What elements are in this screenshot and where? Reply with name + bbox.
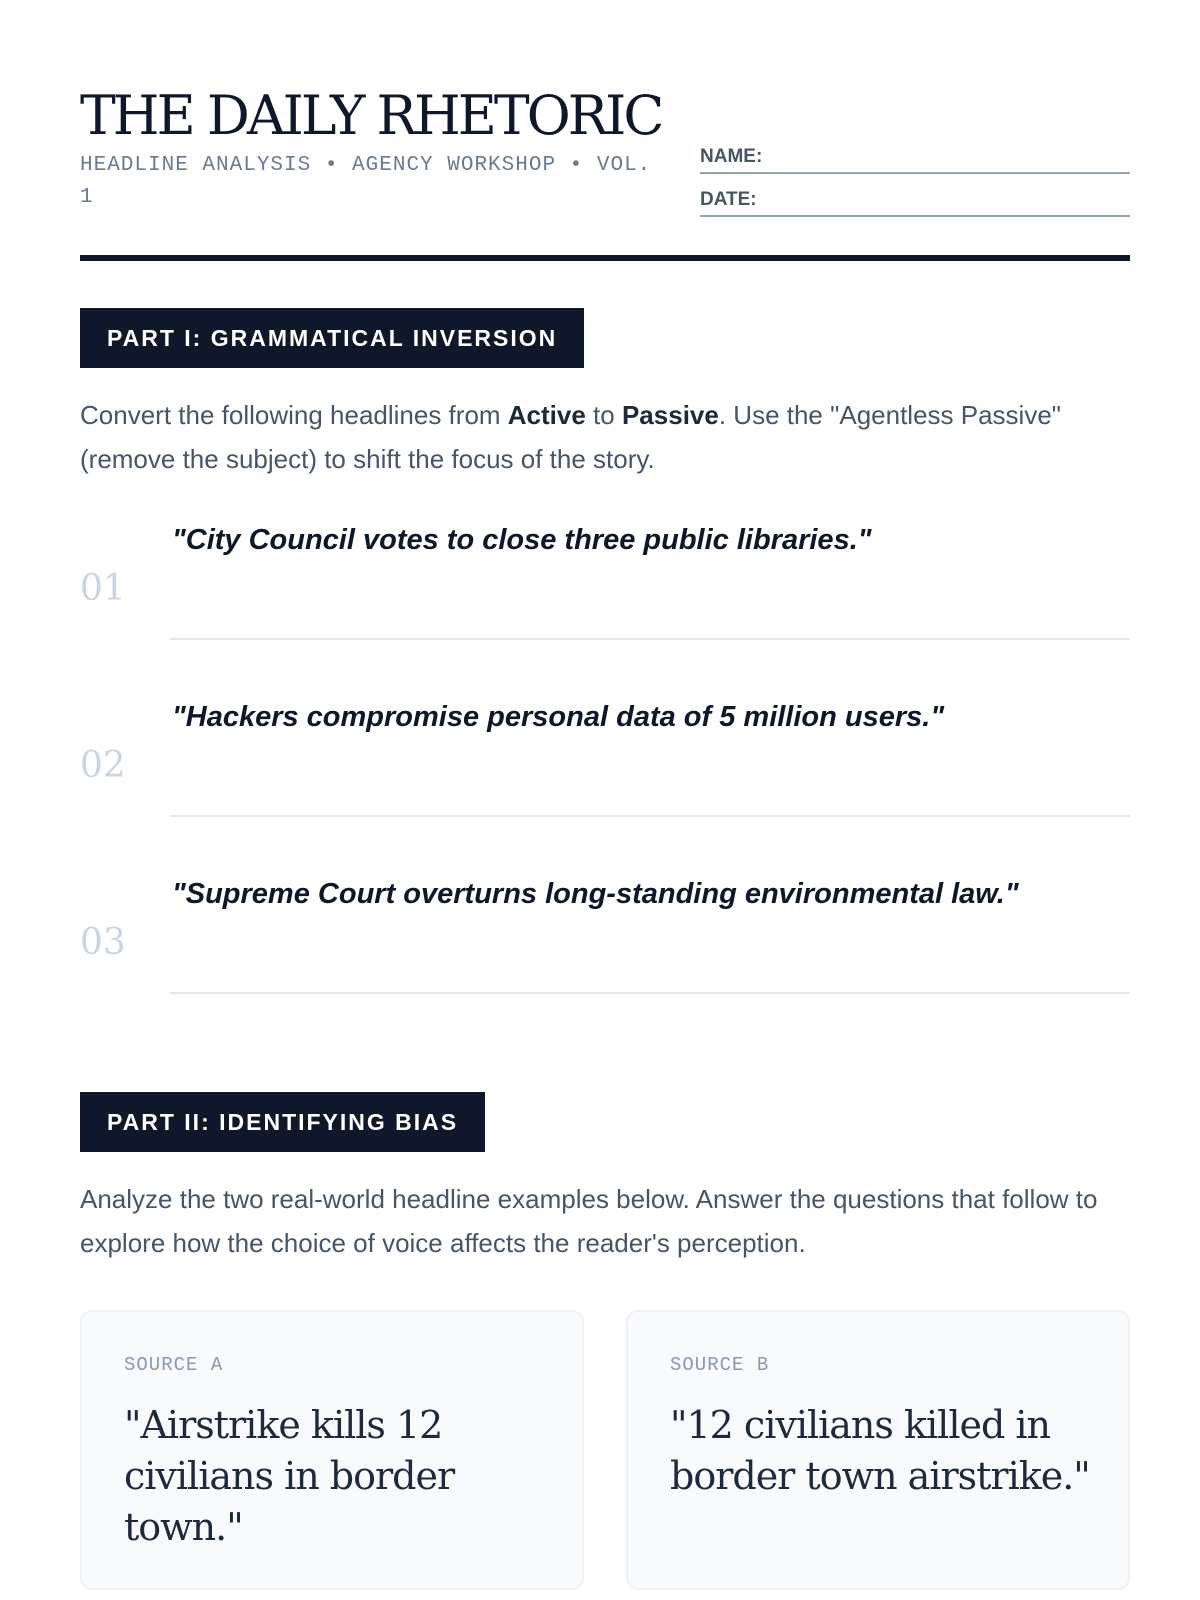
exercise-2 [80,697,1130,842]
part-2-instructions: Analyze the two real-world headline examples below. Answer the questions that follow to explore how the choice of voice affects the reader's perception. [80,1184,1098,1258]
part-1-heading: PART I: GRAMMATICAL INVERSION [80,308,584,368]
part-2-heading: PART II: IDENTIFYING BIAS [80,1092,485,1152]
answer-line[interactable] [170,815,1130,817]
source-quote: "12 civilians killed in border town airstrike." [670,1403,1090,1498]
exercise-headline: "City Council votes to close three public libraries." [172,524,872,556]
source-card-a [80,1310,584,1590]
student-fields [700,144,1130,230]
exercise-headline: "Supreme Court overturns long-standing environmental law." [172,878,1019,910]
instructions-text: Convert the following headlines from [80,400,508,430]
source-quote: "Airstrike kills 12 civilians in border town." [124,1403,455,1549]
page-subtitle: HEADLINE ANALYSIS • AGENCY WORKSHOP • VOL. 1 [80,154,652,209]
exercise-number: 01 [80,568,126,609]
page-title: THE DAILY RHETORIC [80,84,662,147]
exercise-headline: "Hackers compromise personal data of 5 million users." [172,701,945,733]
instructions-text: . Use the "Agentless Passive" (remove the subject) to shift the focus of the story. [80,400,1062,474]
source-label: SOURCE B [670,1354,770,1376]
answer-line[interactable] [170,992,1130,994]
name-field[interactable] [700,144,1130,174]
instructions-passive-term: Passive [621,400,719,430]
exercise-3 [80,874,1130,1019]
source-card-b [626,1310,1130,1590]
name-label: NAME: [700,146,763,167]
exercise-number: 02 [80,745,126,786]
source-label: SOURCE A [124,1354,224,1376]
answer-line[interactable] [170,638,1130,640]
date-field[interactable] [700,187,1130,217]
part-1-instructions [80,393,1140,481]
exercise-number: 03 [80,922,126,963]
instructions-active-term: Active [507,400,586,430]
instructions-text: to [585,400,622,430]
date-label: DATE: [700,189,757,210]
exercise-1 [80,520,1130,665]
header-divider [80,255,1130,261]
